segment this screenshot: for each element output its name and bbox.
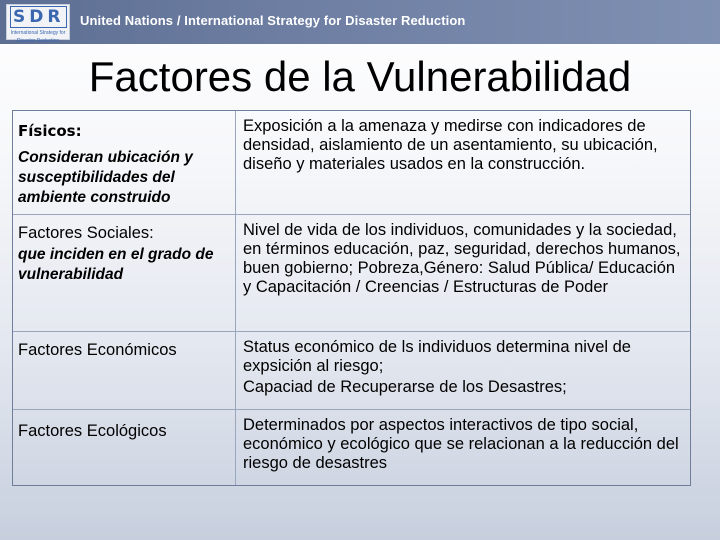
description-cell: Determinados por aspectos interactivos de tipo social, económico y ecológico que se relacionan a la reducción del riesgo de desastres [243,416,679,472]
factor-cell [13,111,236,214]
description-cell: Exposición a la amenaza y medirse con indicadores de densidad, aislamiento de un asentamiento, su ubicación, diseño y materiales usados en la construcción. [243,117,658,173]
factor-heading: Físicos: [18,122,82,140]
logo-letters: SDR [9,7,67,27]
description-cell [236,332,690,409]
table-row [13,409,690,485]
isdr-logo [6,4,70,44]
logo-subtext: International Strategy for Disaster Reduction [10,30,66,44]
table-row [13,111,690,214]
factor-cell [13,215,236,331]
description-line: Status económico de ls individuos determina nivel de expsición al riesgo; [243,338,631,375]
factor-heading: Factores Sociales: [18,224,154,242]
table-row [13,214,690,331]
table-row [13,331,690,409]
factor-heading: Factores Económicos [18,341,177,359]
vulnerability-table [12,110,691,486]
description-line: Capaciad de Recuperarse de los Desastres; [243,378,567,396]
page-title: Factores de la Vulnerabilidad [88,53,632,100]
factor-cell [13,332,236,409]
factor-detail: que inciden en el grado de vulnerabilidad [18,246,214,283]
factor-cell [13,410,236,485]
banner-text: United Nations / International Strategy for Disaster Reduction [80,13,466,28]
factor-detail: Consideran ubicación y susceptibilidades del ambiente construido [18,149,193,206]
description-cell: Nivel de vida de los individuos, comunidades y la sociedad, en términos educación, paz, seguridad, derechos humanos, buen gobierno; Pobreza,Género: Salud Pública/ Educación y Capacitación / Creencias / Estructuras de Poder [243,221,681,296]
factor-heading: Factores Ecológicos [18,422,167,440]
header-banner [0,0,720,44]
